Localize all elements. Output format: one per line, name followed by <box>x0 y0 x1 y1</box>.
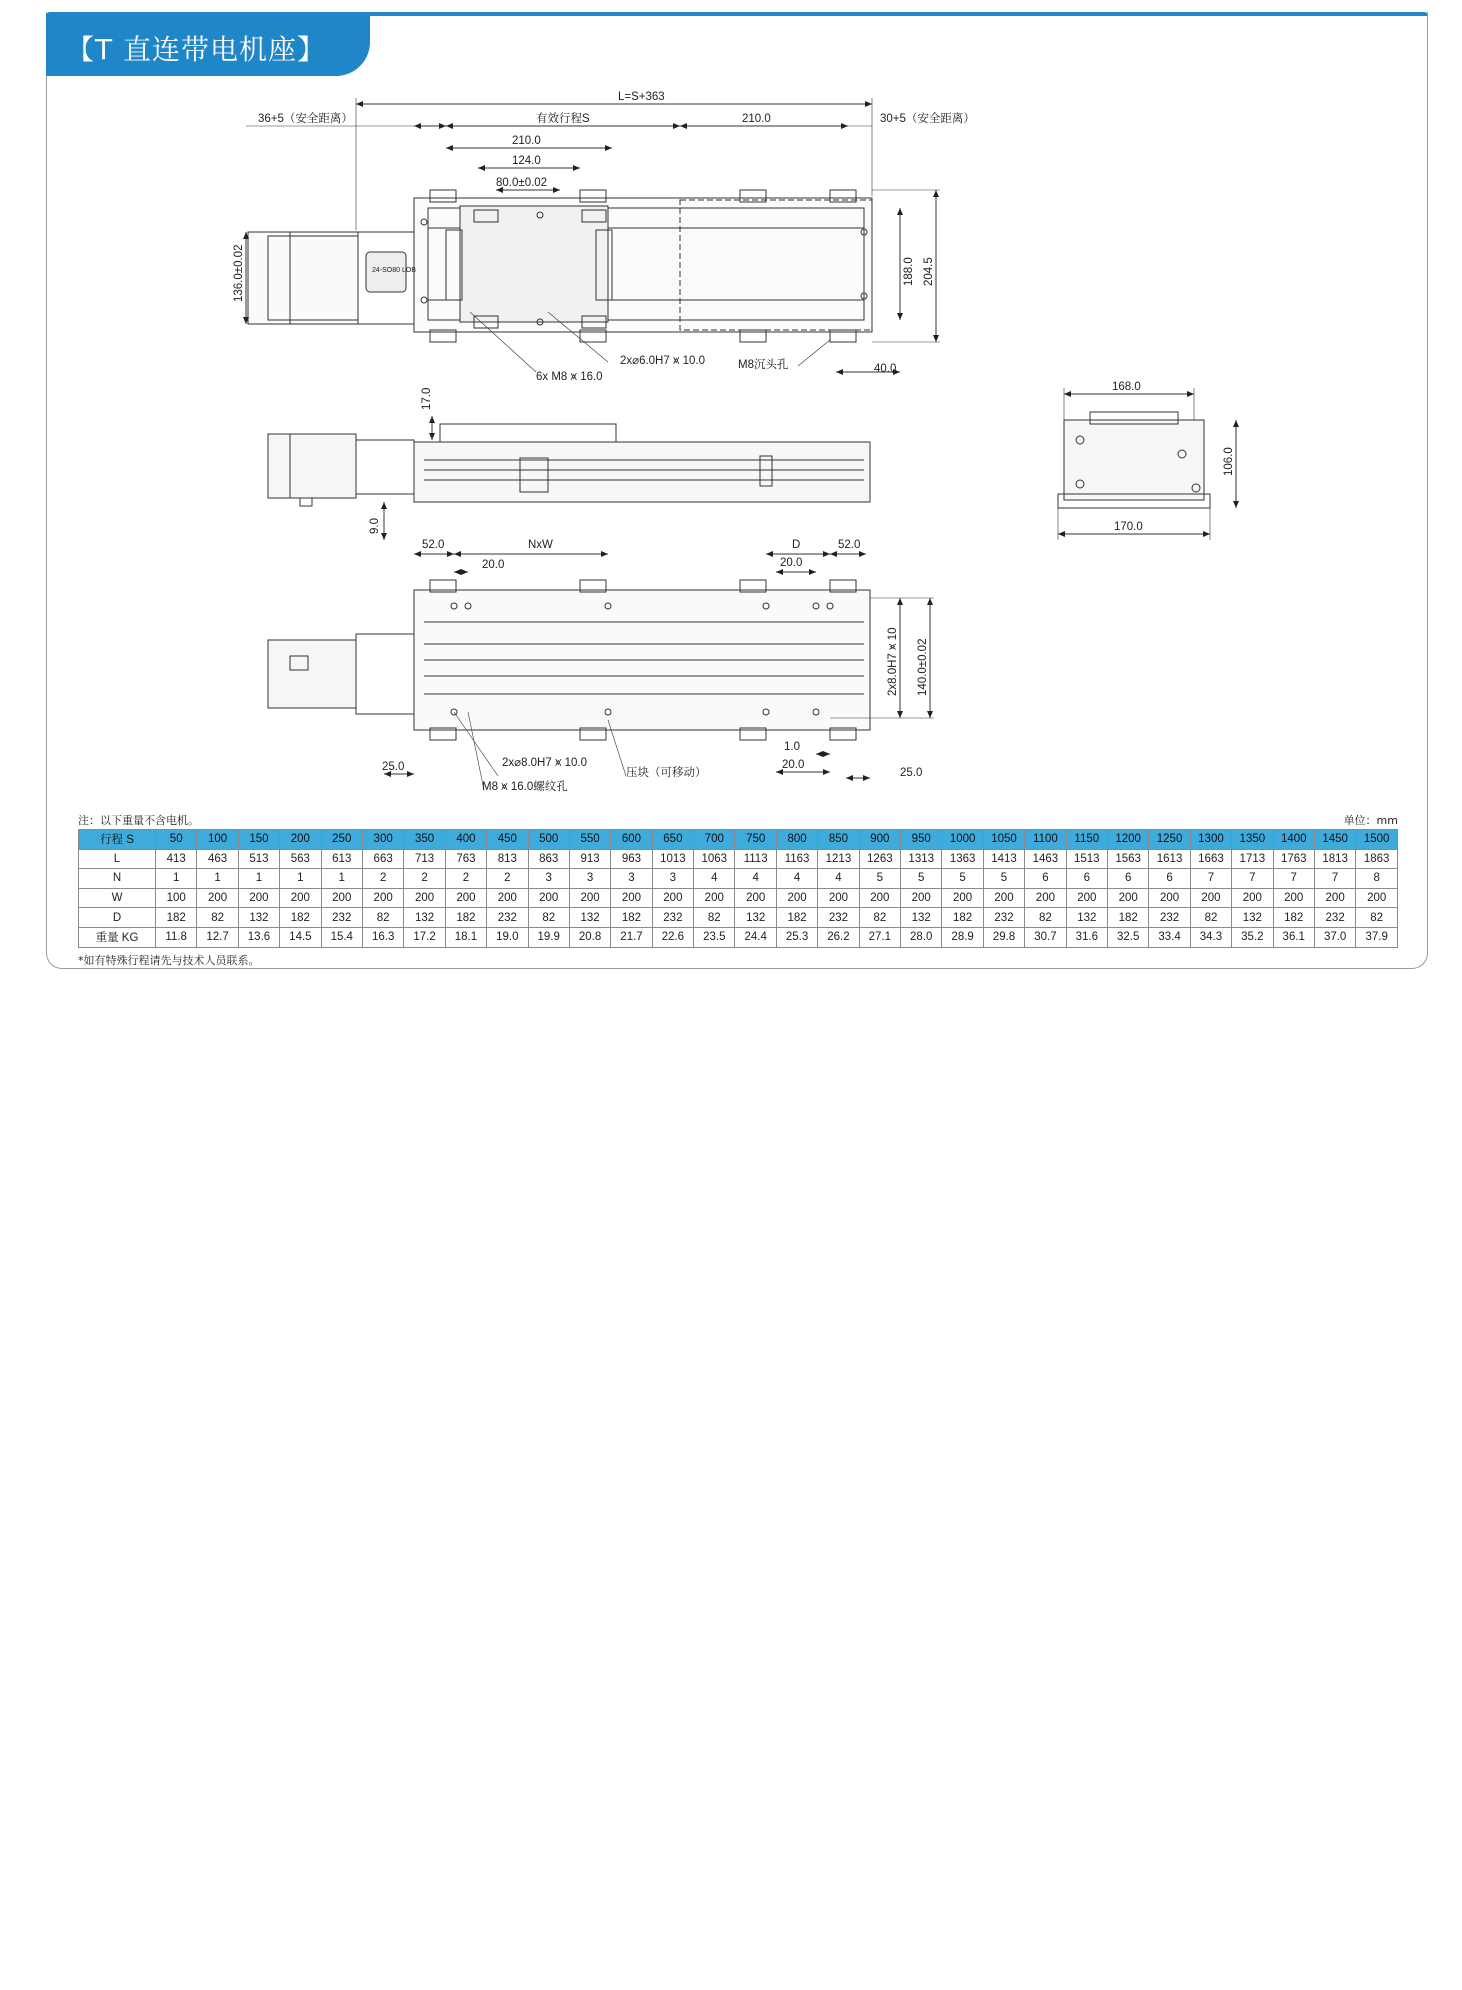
dim-pin-dia: 2x8.0H7 ⩙ 10 <box>887 627 899 696</box>
table-cell: 1213 <box>818 849 859 869</box>
table-cell: 3 <box>652 869 693 889</box>
dim-total-width: 204.5 <box>923 257 935 286</box>
table-cell: 30.7 <box>1025 927 1066 947</box>
table-cell: 200 <box>859 888 900 908</box>
table-cell: 200 <box>487 888 528 908</box>
table-cell: 1150 <box>1066 830 1107 850</box>
table-cell: 7 <box>1273 869 1314 889</box>
table-cell: 800 <box>776 830 817 850</box>
table-cell: 5 <box>901 869 942 889</box>
table-cell: 5 <box>942 869 983 889</box>
table-cell: 23.5 <box>694 927 735 947</box>
table-cell: 4 <box>818 869 859 889</box>
table-cell: 132 <box>735 908 776 928</box>
table-cell: 82 <box>859 908 900 928</box>
table-cell: 29.8 <box>983 927 1024 947</box>
table-cell: 32.5 <box>1107 927 1148 947</box>
table-cell: 2 <box>487 869 528 889</box>
table-cell: 200 <box>1066 888 1107 908</box>
dim-end-offset: 40.0 <box>874 363 897 375</box>
bottom-view <box>268 554 934 790</box>
table-cell: 200 <box>528 888 569 908</box>
dim-right-edge: 52.0 <box>838 539 861 551</box>
table-cell: 1300 <box>1190 830 1231 850</box>
table-cell: 200 <box>942 888 983 908</box>
table-cell: 200 <box>1149 888 1190 908</box>
dim-carriage-length: 210.0 <box>512 135 541 147</box>
table-cell: 613 <box>321 849 362 869</box>
table-cell: 35.2 <box>1232 927 1273 947</box>
table-cell: 82 <box>1190 908 1231 928</box>
dim-clamp: 压块（可移动） <box>626 767 707 779</box>
table-cell: 200 <box>735 888 776 908</box>
dim-hole-span: 124.0 <box>512 155 541 167</box>
table-cell: 4 <box>735 869 776 889</box>
table-cell: 1500 <box>1356 830 1398 850</box>
table-cell: 7 <box>1232 869 1273 889</box>
table-cell: 650 <box>652 830 693 850</box>
table-cell: 200 <box>445 888 486 908</box>
table-cell: 18.1 <box>445 927 486 947</box>
table-cell: 182 <box>611 908 652 928</box>
table-cell: 200 <box>776 888 817 908</box>
table-cell: 232 <box>983 908 1024 928</box>
table-row <box>79 869 1398 889</box>
table-cell: 863 <box>528 849 569 869</box>
table-cell: 232 <box>652 908 693 928</box>
table-cell: 28.9 <box>942 927 983 947</box>
row-header-cell: 重量 KG <box>79 927 156 947</box>
table-cell: 1313 <box>901 849 942 869</box>
table-cell: 350 <box>404 830 445 850</box>
table-cell: 182 <box>445 908 486 928</box>
table-cell: 950 <box>901 830 942 850</box>
table-cell: 200 <box>280 888 321 908</box>
table-cell: 200 <box>1273 888 1314 908</box>
table-cell: 200 <box>238 888 279 908</box>
table-cell: 500 <box>528 830 569 850</box>
table-cell: 100 <box>156 888 197 908</box>
table-cell: 600 <box>611 830 652 850</box>
dim-right-offset: 25.0 <box>900 767 923 779</box>
table-cell: 150 <box>238 830 279 850</box>
table-cell: 1263 <box>859 849 900 869</box>
table-cell: 300 <box>362 830 403 850</box>
table-row <box>79 888 1398 908</box>
table-cell: 232 <box>1149 908 1190 928</box>
table-cell: 13.6 <box>238 927 279 947</box>
dim-end-bottom-width: 170.0 <box>1114 521 1143 533</box>
table-cell: 1000 <box>942 830 983 850</box>
table-cell: 200 <box>1190 888 1231 908</box>
dim-left-edge: 52.0 <box>422 539 445 551</box>
dim-safety-left: 36+5（安全距离） <box>258 113 353 125</box>
table-cell: 17.2 <box>404 927 445 947</box>
dim-rail-width: 188.0 <box>903 257 915 286</box>
table-cell: 2 <box>362 869 403 889</box>
table-cell: 6 <box>1066 869 1107 889</box>
table-cell: 22.6 <box>652 927 693 947</box>
table-cell: 1763 <box>1273 849 1314 869</box>
table-cell: 82 <box>528 908 569 928</box>
table-cell: 200 <box>652 888 693 908</box>
table-cell: 200 <box>569 888 610 908</box>
table-cell: 413 <box>156 849 197 869</box>
table-cell: 1450 <box>1314 830 1355 850</box>
dim-carriage-height: 17.0 <box>421 387 433 410</box>
table-cell: 3 <box>528 869 569 889</box>
table-cell: 11.8 <box>156 927 197 947</box>
table-cell: 50 <box>156 830 197 850</box>
dim-pin-holes: 2x⌀6.0H7 ⩙ 10.0 <box>620 355 706 367</box>
table-cell: 31.6 <box>1066 927 1107 947</box>
table-cell: 36.1 <box>1273 927 1314 947</box>
table-row <box>79 849 1398 869</box>
motor-nameplate: 24-SO80 LOB <box>372 267 416 274</box>
table-cell: 963 <box>611 849 652 869</box>
dim-first-hole: 20.0 <box>482 559 505 571</box>
table-cell: 132 <box>1066 908 1107 928</box>
table-cell: 200 <box>197 888 238 908</box>
table-cell: 3 <box>569 869 610 889</box>
table-cell: 1100 <box>1025 830 1066 850</box>
dim-pin-span: 140.0±0.02 <box>917 638 929 696</box>
table-cell: 3 <box>611 869 652 889</box>
table-cell: 15.4 <box>321 927 362 947</box>
table-cell: 5 <box>983 869 1024 889</box>
table-cell: 1 <box>321 869 362 889</box>
table-cell: 232 <box>1314 908 1355 928</box>
table-cell: 1663 <box>1190 849 1231 869</box>
table-cell: 1350 <box>1232 830 1273 850</box>
table-cell: 19.9 <box>528 927 569 947</box>
table-cell: 1713 <box>1232 849 1273 869</box>
table-cell: 182 <box>1273 908 1314 928</box>
table-cell: 1813 <box>1314 849 1355 869</box>
dim-pitch: NxW <box>528 539 553 551</box>
table-cell: 200 <box>694 888 735 908</box>
table-cell: 182 <box>280 908 321 928</box>
table-cell: 1463 <box>1025 849 1066 869</box>
end-view <box>1058 388 1236 540</box>
table-cell: 232 <box>487 908 528 928</box>
dim-right-length: 210.0 <box>742 113 771 125</box>
table-cell: 250 <box>321 830 362 850</box>
dim-end-top-width: 168.0 <box>1112 381 1141 393</box>
dim-base-offset: 9.0 <box>369 518 381 534</box>
table-cell: 132 <box>404 908 445 928</box>
dim-left-offset: 25.0 <box>382 761 405 773</box>
dim-thread-holes: M8 ⩙ 16.0螺纹孔 <box>482 781 568 793</box>
row-header-cell: 行程 S <box>79 830 156 850</box>
table-cell: 14.5 <box>280 927 321 947</box>
table-cell: 400 <box>445 830 486 850</box>
table-cell: 6 <box>1107 869 1148 889</box>
table-cell: 1 <box>197 869 238 889</box>
table-cell: 232 <box>321 908 362 928</box>
dim-motor-height: 136.0±0.02 <box>233 244 245 302</box>
table-cell: 26.2 <box>818 927 859 947</box>
table-cell: 200 <box>362 888 403 908</box>
row-header-cell: D <box>79 908 156 928</box>
table-cell: 132 <box>901 908 942 928</box>
table-cell: 663 <box>362 849 403 869</box>
table-cell: 82 <box>694 908 735 928</box>
table-cell: 82 <box>1025 908 1066 928</box>
table-cell: 513 <box>238 849 279 869</box>
table-cell: 750 <box>735 830 776 850</box>
table-row <box>79 908 1398 928</box>
table-cell: 24.4 <box>735 927 776 947</box>
table-row <box>79 927 1398 947</box>
table-cell: 7 <box>1190 869 1231 889</box>
dim-right-hole: 20.0 <box>780 557 803 569</box>
table-note: 注：以下重量不含电机。 <box>78 814 199 827</box>
dim-overall: L=S+363 <box>618 91 665 103</box>
table-cell: 2 <box>445 869 486 889</box>
table-cell: 200 <box>611 888 652 908</box>
table-cell: 2 <box>404 869 445 889</box>
table-cell: 37.0 <box>1314 927 1355 947</box>
spec-table <box>78 829 1398 948</box>
table-cell: 713 <box>404 849 445 869</box>
dim-end-height: 106.0 <box>1223 447 1235 476</box>
row-header-cell: N <box>79 869 156 889</box>
table-cell: 1250 <box>1149 830 1190 850</box>
dim-stroke: 有效行程S <box>536 113 590 125</box>
table-cell: 563 <box>280 849 321 869</box>
table-cell: 463 <box>197 849 238 869</box>
table-cell: 7 <box>1314 869 1355 889</box>
dim-counterbore: M8沉头孔 <box>738 359 789 371</box>
table-cell: 200 <box>1314 888 1355 908</box>
table-cell: 132 <box>1232 908 1273 928</box>
table-cell: 8 <box>1356 869 1398 889</box>
table-cell: 25.3 <box>776 927 817 947</box>
top-view <box>246 98 940 372</box>
table-cell: 4 <box>776 869 817 889</box>
table-cell: 913 <box>569 849 610 869</box>
dim-hole-pitch: 80.0±0.02 <box>496 177 548 189</box>
row-header-cell: W <box>79 888 156 908</box>
table-cell: 550 <box>569 830 610 850</box>
table-cell: 6 <box>1025 869 1066 889</box>
table-cell: 1063 <box>694 849 735 869</box>
side-view <box>268 416 870 540</box>
table-cell: 1613 <box>1149 849 1190 869</box>
table-cell: 182 <box>1107 908 1148 928</box>
table-cell: 20.8 <box>569 927 610 947</box>
table-cell: 1200 <box>1107 830 1148 850</box>
table-cell: 27.1 <box>859 927 900 947</box>
table-cell: 28.0 <box>901 927 942 947</box>
table-cell: 813 <box>487 849 528 869</box>
table-cell: 33.4 <box>1149 927 1190 947</box>
table-cell: 132 <box>238 908 279 928</box>
table-cell: 1513 <box>1066 849 1107 869</box>
table-cell: 82 <box>197 908 238 928</box>
table-cell: 1413 <box>983 849 1024 869</box>
table-cell: 232 <box>818 908 859 928</box>
table-cell: 200 <box>404 888 445 908</box>
table-cell: 1050 <box>983 830 1024 850</box>
table-cell: 200 <box>1025 888 1066 908</box>
table-cell: 200 <box>321 888 362 908</box>
table-footnote: *如有特殊行程请先与技术人员联系。 <box>78 954 260 967</box>
table-cell: 182 <box>156 908 197 928</box>
table-cell: 200 <box>983 888 1024 908</box>
dim-small-offset: 1.0 <box>784 741 800 753</box>
table-cell: 1563 <box>1107 849 1148 869</box>
table-cell: 4 <box>694 869 735 889</box>
table-cell: 21.7 <box>611 927 652 947</box>
table-cell: 850 <box>818 830 859 850</box>
dim-d: D <box>792 539 801 551</box>
table-cell: 200 <box>1107 888 1148 908</box>
table-cell: 6 <box>1149 869 1190 889</box>
table-cell: 132 <box>569 908 610 928</box>
table-header-row <box>79 830 1398 850</box>
table-cell: 34.3 <box>1190 927 1231 947</box>
table-cell: 12.7 <box>197 927 238 947</box>
table-cell: 82 <box>362 908 403 928</box>
technical-drawing <box>0 0 1462 820</box>
table-cell: 1113 <box>735 849 776 869</box>
table-cell: 763 <box>445 849 486 869</box>
table-cell: 450 <box>487 830 528 850</box>
table-cell: 200 <box>1232 888 1273 908</box>
table-cell: 200 <box>901 888 942 908</box>
table-cell: 1 <box>238 869 279 889</box>
table-cell: 82 <box>1356 908 1398 928</box>
table-cell: 200 <box>818 888 859 908</box>
table-cell: 182 <box>776 908 817 928</box>
dim-safety-right: 30+5（安全距离） <box>880 113 975 125</box>
table-cell: 1163 <box>776 849 817 869</box>
section-title: 【T 直连带电机座】 <box>66 33 327 66</box>
table-cell: 19.0 <box>487 927 528 947</box>
table-cell: 200 <box>1356 888 1398 908</box>
table-unit: 单位：mm <box>1343 814 1398 827</box>
table-cell: 200 <box>280 830 321 850</box>
table-cell: 1 <box>280 869 321 889</box>
table-cell: 16.3 <box>362 927 403 947</box>
table-cell: 1 <box>156 869 197 889</box>
table-cell: 1013 <box>652 849 693 869</box>
dim-pin-holes-bottom: 2x⌀8.0H7 ⩙ 10.0 <box>502 757 588 769</box>
dim-screw-holes: 6x M8 ⩙ 16.0 <box>536 371 603 383</box>
table-cell: 700 <box>694 830 735 850</box>
dim-lower-hole: 20.0 <box>782 759 805 771</box>
table-cell: 100 <box>197 830 238 850</box>
table-cell: 1363 <box>942 849 983 869</box>
table-cell: 1400 <box>1273 830 1314 850</box>
table-cell: 5 <box>859 869 900 889</box>
row-header-cell: L <box>79 849 156 869</box>
table-cell: 900 <box>859 830 900 850</box>
table-cell: 182 <box>942 908 983 928</box>
table-cell: 37.9 <box>1356 927 1398 947</box>
table-cell: 1863 <box>1356 849 1398 869</box>
